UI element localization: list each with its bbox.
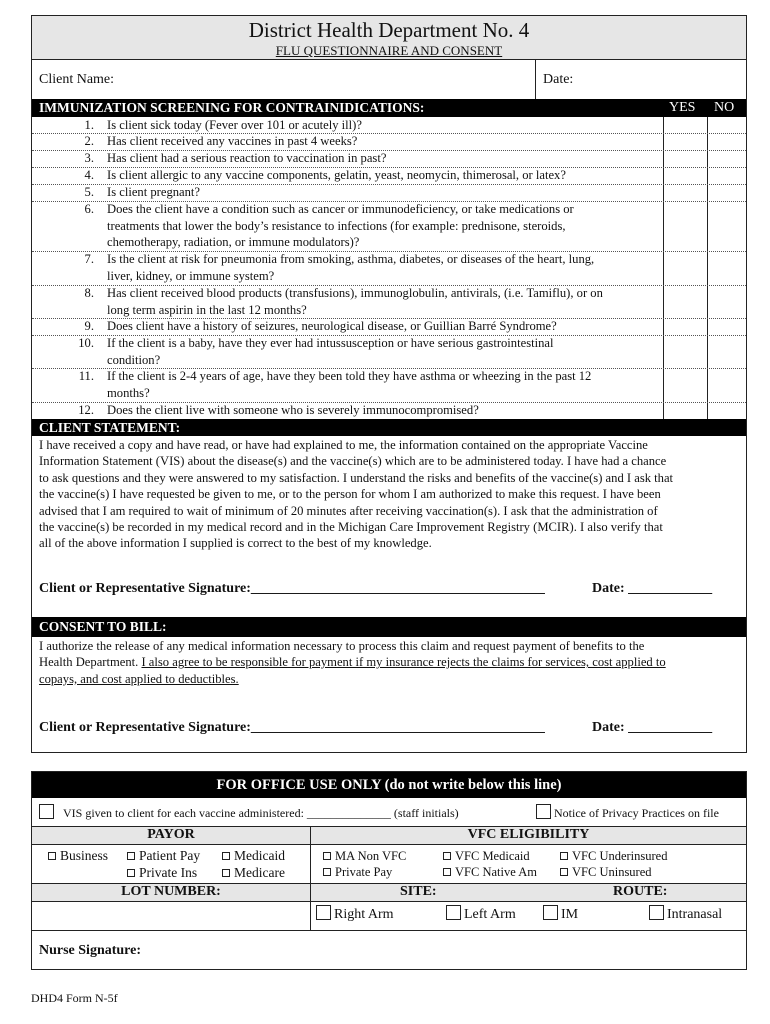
yes-answer-cell[interactable]	[664, 335, 707, 368]
payor-medicare[interactable]	[222, 864, 285, 881]
question-line: Does the client have a condition such as cancer or immunodeficiency, or take medications or	[107, 202, 574, 216]
screening-heading: IMMUNIZATION SCREENING FOR CONTRAINIDICATIONS:	[39, 100, 425, 115]
statement-header	[32, 419, 746, 436]
yes-column-label: YES	[669, 100, 696, 115]
checkbox-icon	[48, 852, 56, 860]
yes-answer-cell[interactable]	[664, 251, 707, 285]
payor-option-label: Medicaid	[234, 848, 285, 863]
checkbox-icon	[443, 868, 451, 876]
statement-line: the vaccine(s) be recorded in my medical record and in the Michigan Care Improvement Registry (MCIR). I also verify that	[39, 520, 663, 535]
yes-answer-cell[interactable]	[664, 184, 707, 201]
site-label: SITE:	[400, 884, 437, 899]
checkbox-icon	[543, 905, 558, 920]
screening-question	[38, 285, 664, 318]
vfc-medicaid[interactable]	[443, 848, 530, 864]
question-text	[107, 368, 667, 401]
checkbox-icon	[560, 852, 568, 860]
divider	[31, 901, 747, 902]
consent-heading: CONSENT TO BILL:	[39, 619, 167, 634]
question-number: 2.	[84, 134, 94, 148]
checkbox-icon	[222, 852, 230, 860]
checkbox-icon	[127, 869, 135, 877]
question-line: Is the client at risk for pneumonia from smoking, asthma, diabetes, or diseases of the heart, lung,	[107, 252, 595, 266]
screening-question	[38, 201, 664, 251]
page-title: District Health Department No. 4	[248, 18, 530, 42]
question-number: 5.	[84, 185, 94, 199]
question-text	[107, 167, 667, 184]
question-text	[107, 402, 667, 419]
checkbox-icon	[222, 869, 230, 877]
question-number: 4.	[84, 168, 94, 182]
screening-question	[38, 184, 664, 201]
no-answer-cell[interactable]	[708, 368, 746, 402]
consent-line-underlined: copays, and cost applied to deductibles.	[39, 671, 239, 686]
yes-answer-cell[interactable]	[664, 201, 707, 251]
no-answer-cell[interactable]	[708, 117, 746, 133]
question-number: 11.	[78, 369, 94, 383]
question-line: long term aspirin in the last 12 months?	[107, 302, 307, 317]
question-text	[107, 133, 667, 150]
question-text	[107, 150, 667, 167]
client-date-label: Date:	[543, 72, 574, 87]
statement-line: all of the above information I supplied is correct to the best of my knowledge.	[39, 536, 432, 551]
statement-heading: CLIENT STATEMENT:	[39, 420, 181, 435]
vfc-native-am[interactable]	[443, 864, 537, 880]
vfc-option-label: VFC Underinsured	[572, 849, 668, 863]
yes-answer-cell[interactable]	[664, 368, 707, 402]
vis-label: VIS given to client for each vaccine administered: ______________ (staff initials)	[63, 806, 459, 820]
checkbox-icon	[316, 905, 331, 920]
question-text	[107, 117, 667, 134]
yes-answer-cell[interactable]	[664, 402, 707, 419]
question-line: Has client had a serious reaction to vaccination in past?	[107, 151, 387, 165]
divider	[310, 883, 311, 930]
route-im[interactable]	[543, 905, 578, 925]
payor-option-label: Medicare	[234, 865, 285, 880]
no-answer-cell[interactable]	[708, 167, 746, 184]
route-label: ROUTE:	[613, 884, 668, 899]
question-line: treatments that lower the body’s resistance to infections (for example: prednisone, steroids,	[107, 218, 566, 233]
question-number: 12.	[78, 403, 94, 417]
site-left-arm[interactable]	[446, 905, 516, 925]
no-answer-cell[interactable]	[708, 335, 746, 368]
consent-line: I authorize the release of any medical information necessary to process this claim and request payment of benefits to the	[39, 639, 645, 653]
payor-option-label: Patient Pay	[139, 848, 201, 863]
nurse-signature-label: Nurse Signature:	[39, 943, 142, 958]
route-intranasal[interactable]	[649, 905, 722, 925]
screening-question	[38, 335, 664, 368]
vis-checkbox[interactable]	[39, 804, 54, 819]
question-number: 10.	[78, 336, 94, 350]
no-answer-cell[interactable]	[708, 318, 746, 335]
question-line: If the client is 2-4 years of age, have they been told they have asthma or wheezing in the past 12	[107, 369, 592, 383]
statement-text	[39, 437, 744, 552]
consent-header	[32, 617, 746, 637]
yes-answer-cell[interactable]	[664, 150, 707, 167]
office-header	[32, 772, 746, 798]
vfc-option-label: MA Non VFC	[335, 849, 407, 863]
office-heading: FOR OFFICE USE ONLY (do not write below this line)	[216, 777, 562, 793]
question-line: If the client is a baby, have they ever had intussusception or have serious gastrointestinal	[107, 336, 554, 350]
question-line: Is client pregnant?	[107, 185, 201, 199]
question-line: Does client have a history of seizures, neurological disease, or Guillian Barré Syndrome?	[107, 319, 557, 333]
lot-number-label: LOT NUMBER:	[121, 884, 221, 899]
vfc-ma-non-vfc[interactable]	[323, 848, 406, 864]
client-name-field[interactable]	[125, 62, 530, 96]
payor-medicaid[interactable]	[222, 847, 285, 864]
question-line: chemotherapy, radiation, or immune modulators)?	[107, 235, 360, 250]
statement-date-field[interactable]: Date: ____________	[592, 581, 713, 596]
client-date-field[interactable]	[585, 62, 743, 96]
vis-row	[39, 804, 459, 822]
statement-line: I have received a copy and have read, or have had explained to me, the information contained on the appropriate Vaccine	[39, 438, 648, 452]
payor-patient-pay[interactable]	[127, 847, 200, 864]
checkbox-icon	[649, 905, 664, 920]
question-line: months?	[107, 385, 150, 400]
yes-answer-cell[interactable]	[664, 318, 707, 335]
consent-line-underlined: I also agree to be responsible for payment if my insurance rejects the claims for services, cost applied to	[141, 655, 666, 670]
consent-line-plain: Health Department.	[39, 655, 142, 670]
question-text	[107, 184, 667, 201]
question-number: 6.	[84, 202, 94, 216]
no-column-label: NO	[714, 100, 735, 115]
question-text	[107, 335, 667, 368]
payor-private-ins[interactable]	[127, 864, 197, 881]
screening-question	[38, 167, 664, 184]
checkbox-icon	[323, 852, 331, 860]
lot-number-field[interactable]	[34, 903, 306, 928]
screening-header	[32, 99, 746, 117]
screening-question	[38, 150, 664, 167]
no-answer-cell[interactable]	[708, 150, 746, 167]
question-line: Does the client live with someone who is severely immunocompromised?	[107, 403, 479, 417]
site-right-arm[interactable]	[316, 905, 394, 925]
screening-question	[38, 117, 664, 133]
yes-answer-cell[interactable]	[664, 285, 707, 318]
question-line: Is client sick today (Fever over 101 or acutely ill)?	[107, 118, 362, 132]
question-line: Has client received blood products (transfusions), immunoglobulin, antivirals, (i.e. Tamiflu), or on	[107, 286, 603, 300]
yes-answer-cell[interactable]	[664, 117, 707, 133]
divider	[31, 844, 747, 845]
question-number: 3.	[84, 151, 94, 165]
question-line: Has client received any vaccines in past 4 weeks?	[107, 134, 358, 148]
question-number: 8.	[84, 286, 94, 300]
vfc-option-label: VFC Uninsured	[572, 865, 652, 879]
vfc-eligibility-label: VFC ELIGIBILITY	[467, 827, 590, 842]
question-line: condition?	[107, 352, 161, 367]
question-line: liver, kidney, or immune system?	[107, 268, 275, 283]
statement-signature-field[interactable]: Client or Representative Signature:__________________________________________	[39, 581, 545, 596]
no-answer-cell[interactable]	[708, 251, 746, 285]
screening-question	[38, 318, 664, 335]
payor-business[interactable]	[48, 847, 108, 864]
no-answer-cell[interactable]	[708, 285, 746, 318]
no-answer-cell[interactable]	[708, 184, 746, 201]
consent-text	[39, 638, 744, 687]
privacy-row	[536, 804, 719, 822]
site-option-label: Left Arm	[464, 907, 516, 922]
question-number: 9.	[84, 319, 94, 333]
checkbox-icon	[127, 852, 135, 860]
divider	[31, 59, 747, 60]
question-text	[107, 318, 667, 335]
vfc-underinsured[interactable]	[560, 848, 667, 864]
checkbox-icon	[560, 868, 568, 876]
screening-question	[38, 251, 664, 285]
no-answer-cell[interactable]	[708, 133, 746, 150]
screening-question	[38, 133, 664, 150]
nurse-signature-field[interactable]	[160, 936, 740, 966]
vfc-option-label: Private Pay	[335, 865, 393, 879]
form-id: DHD4 Form N-5f	[31, 991, 118, 1005]
site-option-label: Right Arm	[334, 907, 394, 922]
vfc-option-label: VFC Medicaid	[455, 849, 530, 863]
no-answer-cell[interactable]	[708, 402, 746, 419]
statement-line: to ask questions and they were answered to my satisfaction. I understand the risks and benefits of the vaccine(s) and I ask that	[39, 470, 674, 485]
client-name-label: Client Name:	[39, 72, 115, 87]
vfc-uninsured[interactable]	[560, 864, 652, 880]
consent-signature-field[interactable]: Client or Representative Signature:__________________________________________	[39, 720, 545, 735]
payor-label: PAYOR	[147, 827, 195, 842]
question-number: 1.	[84, 118, 94, 132]
statement-line: Information Statement (VIS) about the disease(s) and the vaccine(s) which are to be administered today. I have had a chance	[39, 454, 667, 469]
question-text	[107, 201, 667, 251]
vfc-private-pay[interactable]	[323, 864, 392, 880]
question-number: 7.	[84, 252, 94, 266]
divider	[535, 59, 536, 99]
checkbox-icon	[446, 905, 461, 920]
consent-line	[39, 654, 744, 670]
yes-answer-cell[interactable]	[664, 167, 707, 184]
route-option-label: IM	[561, 907, 579, 922]
privacy-checkbox[interactable]	[536, 804, 551, 819]
checkbox-icon	[443, 852, 451, 860]
payor-option-label: Business	[60, 848, 109, 863]
yes-answer-cell[interactable]	[664, 133, 707, 150]
screening-question	[38, 368, 664, 402]
vfc-option-label: VFC Native Am	[455, 865, 537, 879]
form-subtitle: FLU QUESTIONNAIRE AND CONSENT	[275, 43, 503, 58]
consent-date-field[interactable]: Date: ____________	[592, 720, 713, 735]
payor-option-label: Private Ins	[139, 865, 198, 880]
statement-line: advised that I am required to wait of minimum of 20 minutes after receiving vaccination(s). I ask that the administration of	[39, 503, 658, 518]
divider	[31, 930, 747, 931]
no-answer-cell[interactable]	[708, 201, 746, 251]
question-text	[107, 285, 667, 318]
question-text	[107, 251, 667, 284]
question-line: Is client allergic to any vaccine components, gelatin, yeast, neomycin, thimerosal, or latex?	[107, 168, 566, 182]
consent-line	[39, 671, 744, 687]
route-option-label: Intranasal	[667, 907, 723, 922]
screening-question	[38, 402, 664, 419]
checkbox-icon	[323, 868, 331, 876]
privacy-label: Notice of Privacy Practices on file	[554, 806, 719, 820]
statement-line: the vaccine(s) I have requested be given to me, or to the person for whom I am authorized to make this request. I have been	[39, 487, 661, 502]
